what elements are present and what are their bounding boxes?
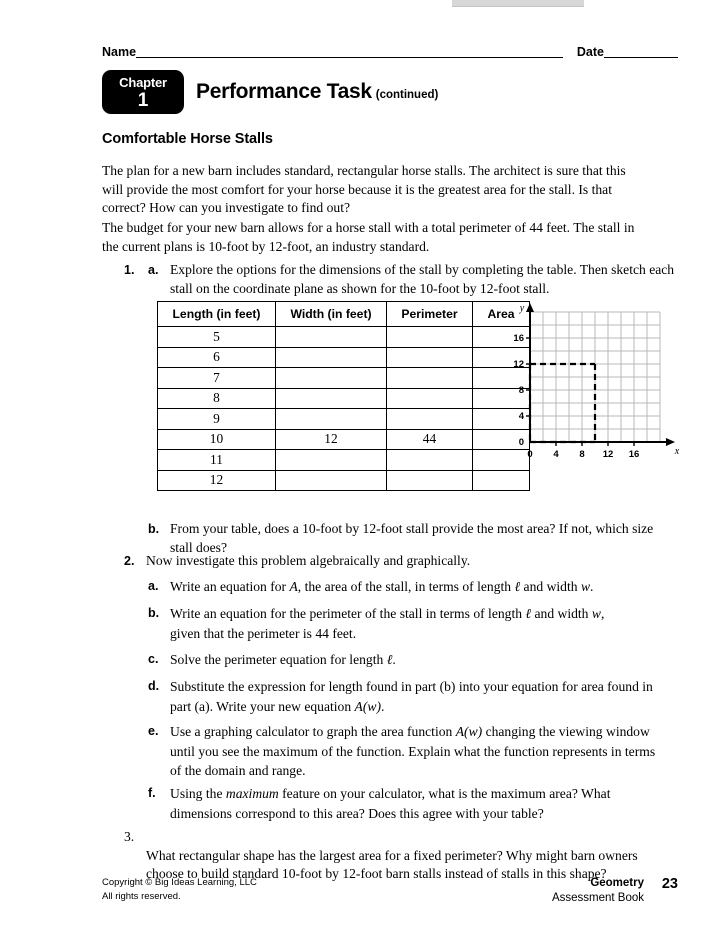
chapter-number: 1 [137,90,149,111]
page-number: 23 [661,876,678,892]
svg-text:4: 4 [518,411,524,422]
table-row [158,347,530,368]
svg-text:0: 0 [527,449,533,460]
graph-svg [500,294,686,466]
cell-perimeter[interactable]: 44 [387,429,473,450]
name-write-line[interactable] [136,56,563,58]
question-1b-text: From your table, does a 10-foot by 12-foot stall provide the most area? If not, which size stall does? [170,521,654,555]
question-2a-text: Write an equation for A, the area of the stall, in terms of length ℓ and width w. [170,579,594,594]
page-title [196,80,438,104]
name-date-row [102,40,678,60]
section-heading: Comfortable Horse Stalls [102,131,273,147]
table-row [158,327,530,348]
cell-perimeter[interactable] [387,388,473,409]
chapter-label: Chapter [119,75,167,90]
svg-text:0: 0 [518,437,524,448]
coordinate-plane-graph [500,294,686,466]
question-2a [148,577,668,597]
question-2e-text: Use a graphing calculator to graph the area function A(w) changing the viewing window until you see the maximum of the function. Explain what the function represents in terms of the domain and range. [170,724,656,779]
svg-text:4: 4 [553,449,559,460]
book-title: Geometry [590,877,644,889]
cell-length[interactable]: 11 [158,450,276,471]
question-3-marker: 3. [124,829,135,844]
name-label: Name [102,45,137,59]
question-2c-marker: c. [148,652,159,666]
svg-text:12: 12 [513,359,524,370]
question-2a-marker: a. [148,579,159,593]
cell-width[interactable] [276,347,387,368]
var-l: ℓ [514,579,521,594]
var-l: ℓ [525,606,532,621]
column-header-length: Length (in feet) [158,302,276,327]
page-title-text: Performance Task [196,80,372,103]
y-axis-label: y [519,303,525,314]
question-1b-marker: b. [148,522,160,536]
cell-width[interactable] [276,327,387,348]
cell-length[interactable]: 6 [158,347,276,368]
copyright-notice [102,876,257,903]
table-header-row [158,302,530,327]
page-title-continued: (continued) [375,89,439,101]
cell-area[interactable] [473,470,530,491]
cell-width[interactable] [276,368,387,389]
svg-text:16: 16 [513,333,524,344]
svg-text:8: 8 [518,385,524,396]
date-write-line[interactable] [604,56,678,58]
var-w: w [580,579,591,594]
question-2f-marker: f. [148,786,156,800]
question-2f [148,784,668,823]
y-tick-labels [513,333,524,448]
var-w: w [591,606,601,621]
cell-length[interactable]: 8 [158,388,276,409]
x-tick-labels [527,449,639,460]
cell-perimeter[interactable] [387,470,473,491]
question-2f-text: Using the maximum feature on your calculator, what is the maximum area? What dimensions correspond to this area? Does this agree with your table? [170,786,611,821]
column-header-perimeter: Perimeter [387,302,473,327]
cell-perimeter[interactable] [387,409,473,430]
var-A: A [289,579,298,594]
question-2e-marker: e. [148,724,159,738]
question-2e [148,722,668,781]
cell-width[interactable]: 12 [276,429,387,450]
table-row [158,388,530,409]
column-header-area: Area [473,302,530,327]
question-2b-text-line2: given that the perimeter is 44 feet. [170,625,357,641]
svg-text:8: 8 [579,449,585,460]
question-2d [148,677,668,716]
cell-perimeter[interactable] [387,450,473,471]
svg-text:16: 16 [628,449,640,460]
question-2c-text: Solve the perimeter equation for length ℓ. [170,652,396,667]
cell-width[interactable] [276,388,387,409]
question-2d-text: Substitute the expression for length found in part (b) into your equation for area found in part (a). Write your new equation A(w). [170,679,653,714]
x-axis-arrow [666,438,675,446]
cell-length[interactable]: 7 [158,368,276,389]
y-axis-arrow [526,303,534,312]
table-row [158,470,530,491]
emphasis-maximum: maximum [225,786,279,801]
chapter-badge [102,70,184,114]
question-2b [148,604,668,643]
cell-length[interactable]: 5 [158,327,276,348]
cell-width[interactable] [276,409,387,430]
cell-length[interactable]: 12 [158,470,276,491]
table-row [158,368,530,389]
cell-perimeter[interactable] [387,347,473,368]
question-2-marker: 2. [124,554,135,568]
table-row [158,409,530,430]
table-row [158,450,530,471]
page-footer [102,876,678,916]
cell-length[interactable]: 9 [158,409,276,430]
x-axis-label: x [674,446,680,457]
question-1a-marker: a. [148,263,159,277]
table-row [158,429,530,450]
question-2d-marker: d. [148,679,160,693]
cell-perimeter[interactable] [387,327,473,348]
cell-width[interactable] [276,450,387,471]
question-1-marker: 1. [124,263,135,277]
copyright-line-1: Copyright © Big Ideas Learning, LLC [102,877,257,888]
question-2c [148,650,668,670]
intro-paragraph-2: The budget for your new barn allows for a horse stall with a total perimeter of 44 feet. The stall in the current plans is 10-foot by 12-foot, an industry standard. [102,220,635,254]
cell-width[interactable] [276,470,387,491]
stall-dimensions-table [157,301,533,491]
var-l: ℓ [386,652,393,667]
function-A-of-w: A(w) [354,698,381,714]
question-2-text: Now investigate this problem algebraically and graphically. [146,553,471,568]
book-info [552,876,644,905]
question-1a-text: Explore the options for the dimensions of the stall by completing the table. Then sketch each stall on the coordinate plane as shown for the 10-foot by 12-foot stall. [170,262,675,296]
question-2 [124,552,676,571]
intro-paragraph-1: The plan for a new barn includes standard, rectangular horse stalls. The architect is sure that this will provide the most comfort for your horse because it is the greatest area for the stall. Is that correct? How can you investigate to find out? [102,163,626,216]
question-1a [124,261,676,298]
book-subtitle: Assessment Book [551,891,644,904]
function-A-of-w: A(w) [455,724,483,739]
copyright-line-2: All rights reserved. [102,890,181,902]
cell-length[interactable]: 10 [158,429,276,450]
question-2b-marker: b. [148,606,160,620]
date-label: Date [576,45,604,59]
cell-perimeter[interactable] [387,368,473,389]
question-3-text: What rectangular shape has the largest area for a fixed perimeter? Why might barn owners choose to build standard 10-foot by 12-foot barn stalls instead of stalls in this shape? [146,847,638,882]
column-header-width: Width (in feet) [276,302,387,327]
svg-text:12: 12 [602,449,614,460]
question-2b-text: Write an equation for the perimeter of the stall in terms of length ℓ and width w, given that the perimeter is 44 feet. [170,606,605,641]
